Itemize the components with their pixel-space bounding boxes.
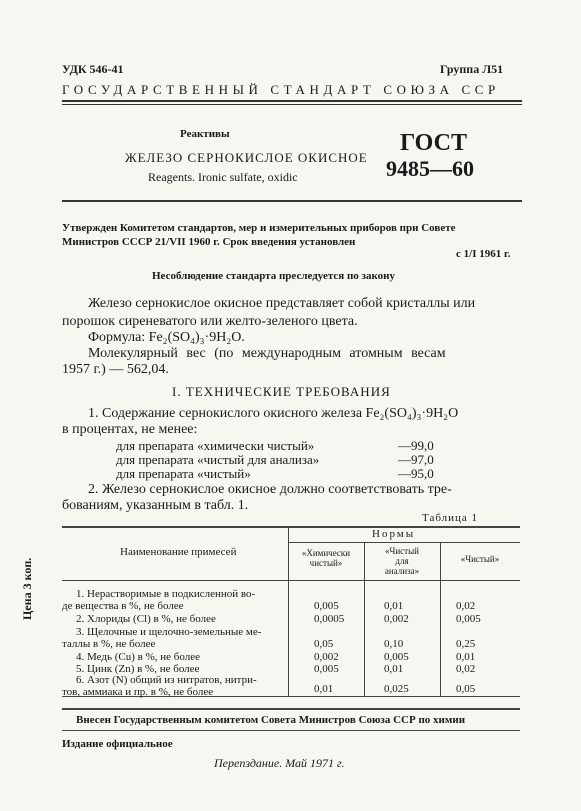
col-header-ch: «Чистый» [460,554,500,564]
table-cell: 0,002 [314,651,339,663]
reprint-note: Перепздание. Май 1971 г. [214,756,345,770]
grade-label: для препарата «чистый для анализа» [116,452,320,467]
table-header-rule [62,580,520,581]
table-cell: 0,25 [456,638,476,650]
table-caption: Таблица 1 [422,512,479,524]
title-en: Reagents. Ironic sulfate, oxidic [148,170,298,184]
table-cell: 0,025 [384,683,409,695]
section-heading: I. ТЕХНИЧЕСКИЕ ТРЕБОВАНИЯ [172,384,391,399]
table-cell: 0,05 [314,638,334,650]
table-cell: 0,005 [314,600,339,612]
col-header-cda-l3: анализа» [384,566,420,576]
table-norms-rule [288,542,520,543]
col-header-name: Наименование примесей [120,546,237,558]
category: Реактивы [180,128,230,140]
table-cell: 0,02 [456,600,476,612]
gost-label: ГОСТ [400,130,467,156]
table-cell: 0,01 [384,600,404,612]
gost-number: 9485—60 [386,156,474,181]
col-header-hch-l1: «Химически [301,548,351,558]
table-cell: 0,002 [384,613,409,625]
intro-line2: порошок сиреневатого или желто-зеленого цвета. [62,314,358,329]
introduced-by: Внесен Государственным комитетом Совета Министров Союза ССР по химии [76,714,466,726]
table-cell: 0,05 [456,683,476,695]
mw-line1: Молекулярный вес (по международным атомным весам [88,346,446,361]
mw-line2: 1957 г.) — 562,04. [62,362,169,377]
section-p2-line2: бованиям, указанным в табл. 1. [62,498,249,513]
section-p1-line1: 1. Содержание сернокислого окисного железа Fe₂(SO₄)₃·9H₂O [88,406,459,421]
col-header-cda-l2: для [395,556,409,566]
table-cell: 0,0005 [314,613,345,625]
table-vline [440,542,441,696]
approval-line2: Министров СССР 21/VII 1960 г. Срок введения установлен [62,236,356,248]
table-row-name: 3. Щелочные и щелочно-земельные ме- [76,626,262,638]
grade-value: —97,0 [398,452,434,467]
law-notice: Несоблюдение стандарта преследуется по закону [152,270,395,282]
table-cell: 0,01 [314,683,334,695]
table-row-name: 6. Азот (N) общий из нитратов, нитри- [76,674,257,686]
col-header-cda-l1: «Чистый [385,546,419,556]
table-cell: 0,10 [384,638,404,650]
banner-rule [62,100,522,102]
table-row-name: 2. Хлориды (Cl) в %, не более [76,613,216,625]
footer-rule-2 [62,730,520,731]
section-p2-line1: 2. Железо сернокислое окисное должно соответствовать тре- [88,482,452,497]
approval-date: с 1/I 1961 г. [456,248,511,260]
table-row-name: 5. Цинк (Zn) в %, не более [76,663,200,675]
intro-line1: Железо сернокислое окисное представляет собой кристаллы или [88,296,476,311]
table-top-rule [62,526,520,528]
title-rule [62,200,522,202]
table-row-name-cont: таллы в %, не более [62,638,156,650]
col-header-hch-l2: чистый» [309,558,343,568]
grade-label: для препарата «химически чистый» [116,438,315,453]
table-row-name: 1. Нерастворимые в подкисленной во- [76,588,256,600]
official-edition: Издание официальное [62,738,173,750]
formula: Формула: Fe₂(SO₄)₃·9H₂O. [88,330,245,345]
title-ru: ЖЕЛЕЗО СЕРНОКИСЛОЕ ОКИСНОЕ [125,150,368,165]
table-row-name-cont: де вещества в %, не более [62,600,184,612]
banner-rule-thin [62,104,522,105]
table-cell: 0,01 [456,651,476,663]
col-header-norms: Нормы [372,528,416,540]
table-cell: 0,005 [456,613,481,625]
section-p1-line2: в процентах, не менее: [62,422,198,437]
table-cell: 0,02 [456,663,476,675]
grade-label: для препарата «чистый» [116,466,251,481]
table-row-name-cont: тов, аммиака и пр. в %, не более [62,686,214,698]
banner: ГОСУДАРСТВЕННЫЙ СТАНДАРТ СОЮЗА ССР [62,82,500,97]
udk-code: УДК 546-41 [62,62,124,76]
table-row-name: 4. Медь (Cu) в %, не более [76,651,200,663]
table-cell: 0,01 [384,663,404,675]
grade-value: —95,0 [398,466,434,481]
approval-line1: Утвержден Комитетом стандартов, мер и измерительных приборов при Совете [62,222,456,234]
grade-value: —99,0 [398,438,434,453]
table-cell: 0,005 [384,651,409,663]
group-code: Группа Л51 [440,62,504,76]
price-label: Цена 3 коп. [20,557,34,620]
table-cell: 0,005 [314,663,339,675]
footer-rule [62,708,520,710]
